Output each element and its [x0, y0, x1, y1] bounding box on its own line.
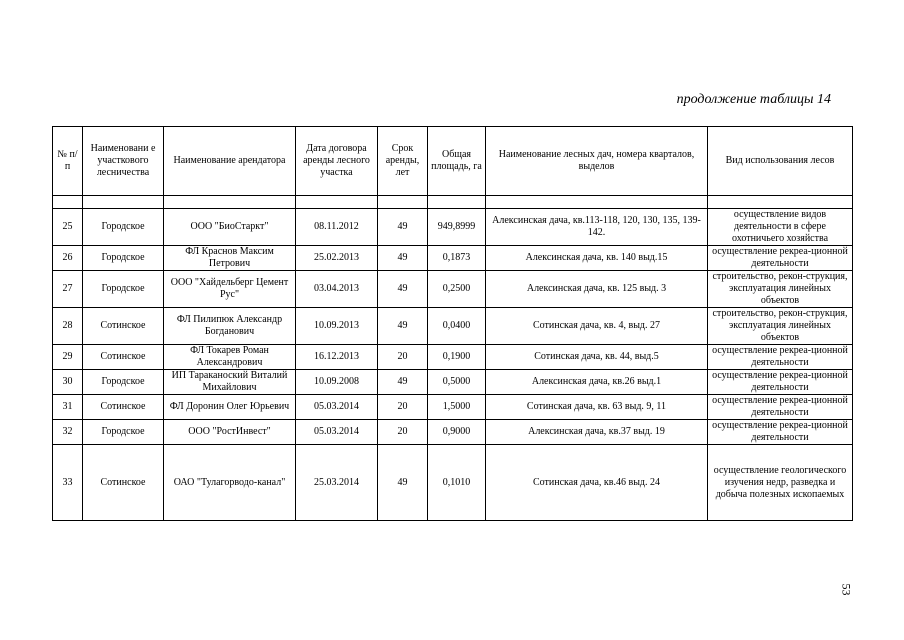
table-row — [53, 308, 853, 345]
cell-row-number: 25 — [53, 209, 83, 246]
page-number: 53 — [839, 583, 854, 596]
cell-forestry: Городское — [83, 370, 164, 395]
cell-forestry: Сотинское — [83, 308, 164, 345]
cell-row-number: 32 — [53, 420, 83, 445]
cell-usage: осуществление рекреа-ционной деятельности — [708, 345, 853, 370]
cell-area: 0,9000 — [428, 420, 486, 445]
cell-area: 0,1873 — [428, 246, 486, 271]
cell-usage: осуществление рекреа-ционной деятельности — [708, 370, 853, 395]
cell-forestry: Городское — [83, 420, 164, 445]
cell-area: 0,1010 — [428, 445, 486, 521]
cell-lease-term: 20 — [378, 345, 428, 370]
table-caption: продолжение таблицы 14 — [676, 92, 831, 107]
cell-usage: строительство, рекон-струкция, эксплуатация линейных объектов — [708, 271, 853, 308]
cell-area: 0,2500 — [428, 271, 486, 308]
lease-table — [52, 126, 853, 521]
cell-location: Алексинская дача, кв. 140 выд.15 — [486, 246, 708, 271]
cell-usage: осуществление рекреа-ционной деятельности — [708, 246, 853, 271]
header-forestry: Наименовани е участкового лесничества — [83, 127, 164, 196]
cell-location: Сотинская дача, кв.46 выд. 24 — [486, 445, 708, 521]
table-row — [53, 395, 853, 420]
cell-forestry: Сотинское — [83, 395, 164, 420]
table-row — [53, 370, 853, 395]
cell-row-number: 30 — [53, 370, 83, 395]
cell-lease-term: 49 — [378, 370, 428, 395]
cell-row-number: 29 — [53, 345, 83, 370]
cell-area: 949,8999 — [428, 209, 486, 246]
cell-contract-date: 10.09.2008 — [296, 370, 378, 395]
cell-area: 0,1900 — [428, 345, 486, 370]
table-row — [53, 209, 853, 246]
cell-contract-date: 25.02.2013 — [296, 246, 378, 271]
table-row — [53, 345, 853, 370]
cell-forestry: Городское — [83, 209, 164, 246]
cell-lease-term: 49 — [378, 209, 428, 246]
header-number: № п/п — [53, 127, 83, 196]
cell-usage: осуществление геологического изучения недр, разведка и добыча полезных ископаемых — [708, 445, 853, 521]
cell-tenant: ИП Тараканоский Виталий Михайлович — [164, 370, 296, 395]
cell-contract-date: 05.03.2014 — [296, 395, 378, 420]
table-row — [53, 246, 853, 271]
cell-contract-date: 08.11.2012 — [296, 209, 378, 246]
cell-lease-term: 49 — [378, 271, 428, 308]
cell-lease-term: 20 — [378, 420, 428, 445]
cell-tenant: ООО "Хайдельберг Цемент Рус" — [164, 271, 296, 308]
table-row — [53, 420, 853, 445]
header-area: Общая площадь, га — [428, 127, 486, 196]
cell-row-number: 31 — [53, 395, 83, 420]
cell-tenant: ООО "РостИнвест" — [164, 420, 296, 445]
cell-area: 0,5000 — [428, 370, 486, 395]
header-tenant: Наименование арендатора — [164, 127, 296, 196]
cell-lease-term: 20 — [378, 395, 428, 420]
cell-row-number: 28 — [53, 308, 83, 345]
cell-contract-date: 10.09.2013 — [296, 308, 378, 345]
cell-row-number: 33 — [53, 445, 83, 521]
cell-location: Сотинская дача, кв. 44, выд.5 — [486, 345, 708, 370]
header-location: Наименование лесных дач, номера кварталов, выделов — [486, 127, 708, 196]
spacer-row — [53, 196, 853, 209]
table-row — [53, 271, 853, 308]
header-contract-date: Дата договора аренды лесного участка — [296, 127, 378, 196]
cell-location: Алексинская дача, кв.26 выд.1 — [486, 370, 708, 395]
cell-contract-date: 03.04.2013 — [296, 271, 378, 308]
cell-tenant: ФЛ Доронин Олег Юрьевич — [164, 395, 296, 420]
cell-location: Алексинская дача, кв.37 выд. 19 — [486, 420, 708, 445]
cell-area: 0,0400 — [428, 308, 486, 345]
cell-tenant: ФЛ Пилипюк Александр Богданович — [164, 308, 296, 345]
cell-lease-term: 49 — [378, 445, 428, 521]
table-row — [53, 445, 853, 521]
cell-location: Алексинская дача, кв.113-118, 120, 130, 135, 139-142. — [486, 209, 708, 246]
cell-tenant: ОАО "Тулагорводо-канал" — [164, 445, 296, 521]
cell-forestry: Сотинское — [83, 345, 164, 370]
cell-location: Алексинская дача, кв. 125 выд. 3 — [486, 271, 708, 308]
cell-usage: осуществление видов деятельности в сфере охотничьего хозяйства — [708, 209, 853, 246]
cell-contract-date: 16.12.2013 — [296, 345, 378, 370]
cell-contract-date: 05.03.2014 — [296, 420, 378, 445]
cell-usage: осуществление рекреа-ционной деятельности — [708, 420, 853, 445]
cell-usage: строительство, рекон-струкция, эксплуатация линейных объектов — [708, 308, 853, 345]
cell-tenant: ФЛ Токарев Роман Александрович — [164, 345, 296, 370]
header-lease-term: Срок аренды, лет — [378, 127, 428, 196]
cell-usage: осуществление рекреа-ционной деятельности — [708, 395, 853, 420]
header-row — [53, 127, 853, 196]
cell-forestry: Городское — [83, 271, 164, 308]
cell-row-number: 26 — [53, 246, 83, 271]
cell-lease-term: 49 — [378, 308, 428, 345]
cell-tenant: ООО "БиоСтаркт" — [164, 209, 296, 246]
cell-contract-date: 25.03.2014 — [296, 445, 378, 521]
cell-location: Сотинская дача, кв. 4, выд. 27 — [486, 308, 708, 345]
cell-tenant: ФЛ Краснов Максим Петрович — [164, 246, 296, 271]
cell-row-number: 27 — [53, 271, 83, 308]
cell-forestry: Городское — [83, 246, 164, 271]
cell-area: 1,5000 — [428, 395, 486, 420]
header-usage: Вид использования лесов — [708, 127, 853, 196]
cell-location: Сотинская дача, кв. 63 выд. 9, 11 — [486, 395, 708, 420]
cell-forestry: Сотинское — [83, 445, 164, 521]
cell-lease-term: 49 — [378, 246, 428, 271]
